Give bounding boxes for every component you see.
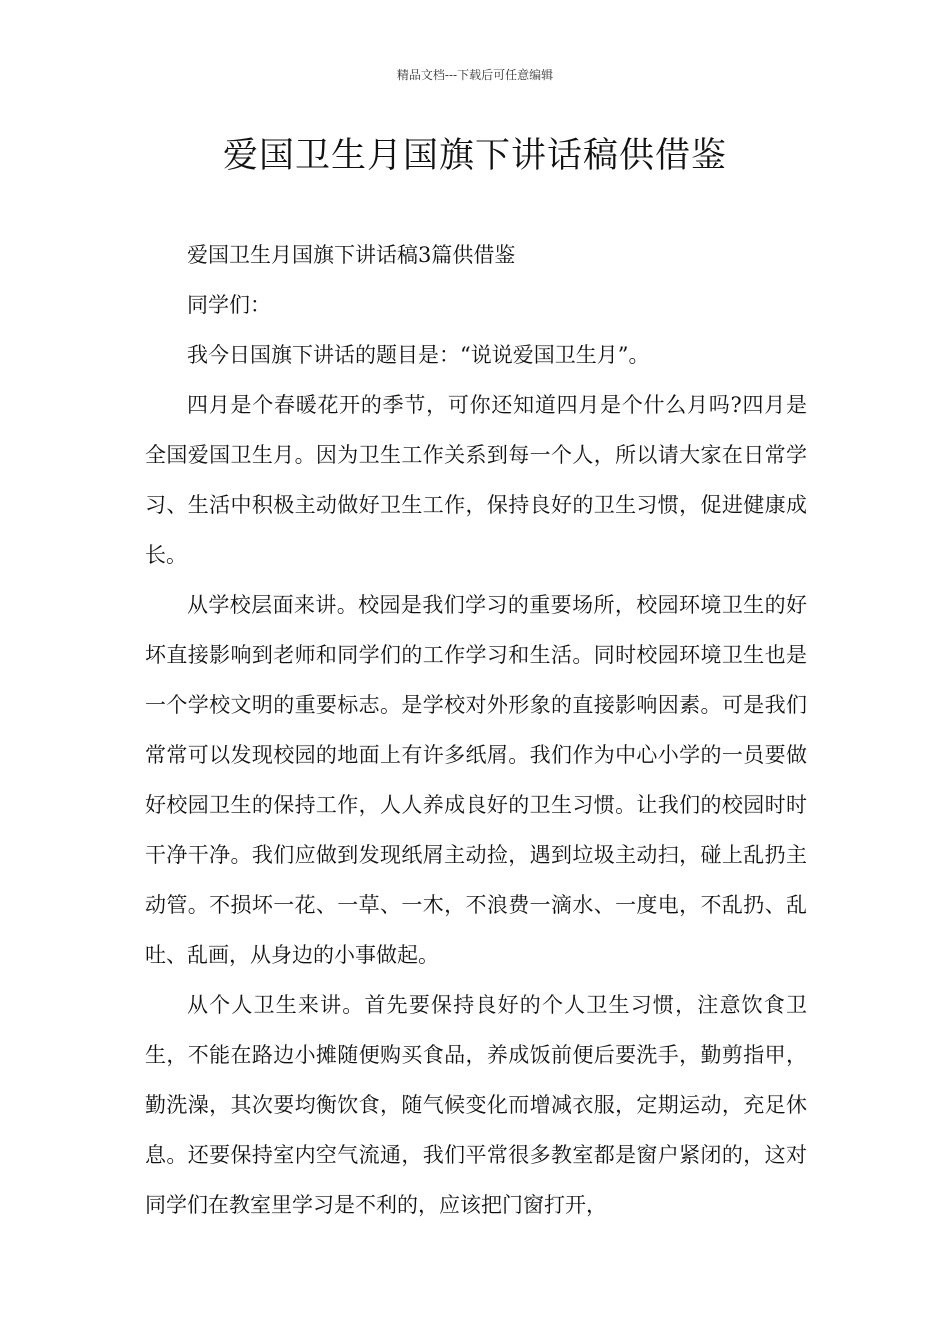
paragraph-greeting: 同学们： (187, 293, 271, 317)
header-note: 精品文档---下载后可任意编辑 (396, 68, 554, 82)
document-title: 爱国卫生月国旗下讲话稿供借鉴 (222, 136, 727, 176)
paragraph-personal-hygiene: 从个人卫生来讲。首先要保持良好的个人卫生习惯，注意饮食卫生，不能在路边小摊随便购买食品，养成饭前便后要洗手，勤剪指甲，勤洗澡，其次要均衡饮食，随气候变化而增减衣服，定期运动，充足休息。还要保持室内空气流通，我们平常很多教室都是窗户紧闭的，这对同学们在教室里学习是不利的，应该把门窗打开， (145, 993, 807, 1217)
paragraph-april: 四月是个春暖花开的季节，可你还知道四月是个什么月吗?四月是全国爱国卫生月。因为卫生工作关系到每一个人，所以请大家在日常学习、生活中积极主动做好卫生工作，保持良好的卫生习惯，促进健康成长。 (145, 393, 807, 567)
paragraph-topic: 我今日国旗下讲话的题目是：“说说爱国卫生月”。 (187, 343, 650, 367)
document-body (145, 230, 807, 1230)
paragraph-school-level: 从学校层面来讲。校园是我们学习的重要场所，校园环境卫生的好坏直接影响到老师和同学们的工作学习和生活。同时校园环境卫生也是一个学校文明的重要标志。是学校对外形象的直接影响因素。可是我们常常可以发现校园的地面上有许多纸屑。我们作为中心小学的一员要做好校园卫生的保持工作，人人养成良好的卫生习惯。让我们的校园时时干净干净。我们应做到发现纸屑主动捡，遇到垃圾主动扫，碰上乱扔主动管。不损坏一花、一草、一木，不浪费一滴水、一度电，不乱扔、乱吐、乱画，从身边的小事做起。 (145, 593, 807, 967)
paragraph-subtitle: 爱国卫生月国旗下讲话稿3篇供借鉴 (187, 243, 516, 267)
